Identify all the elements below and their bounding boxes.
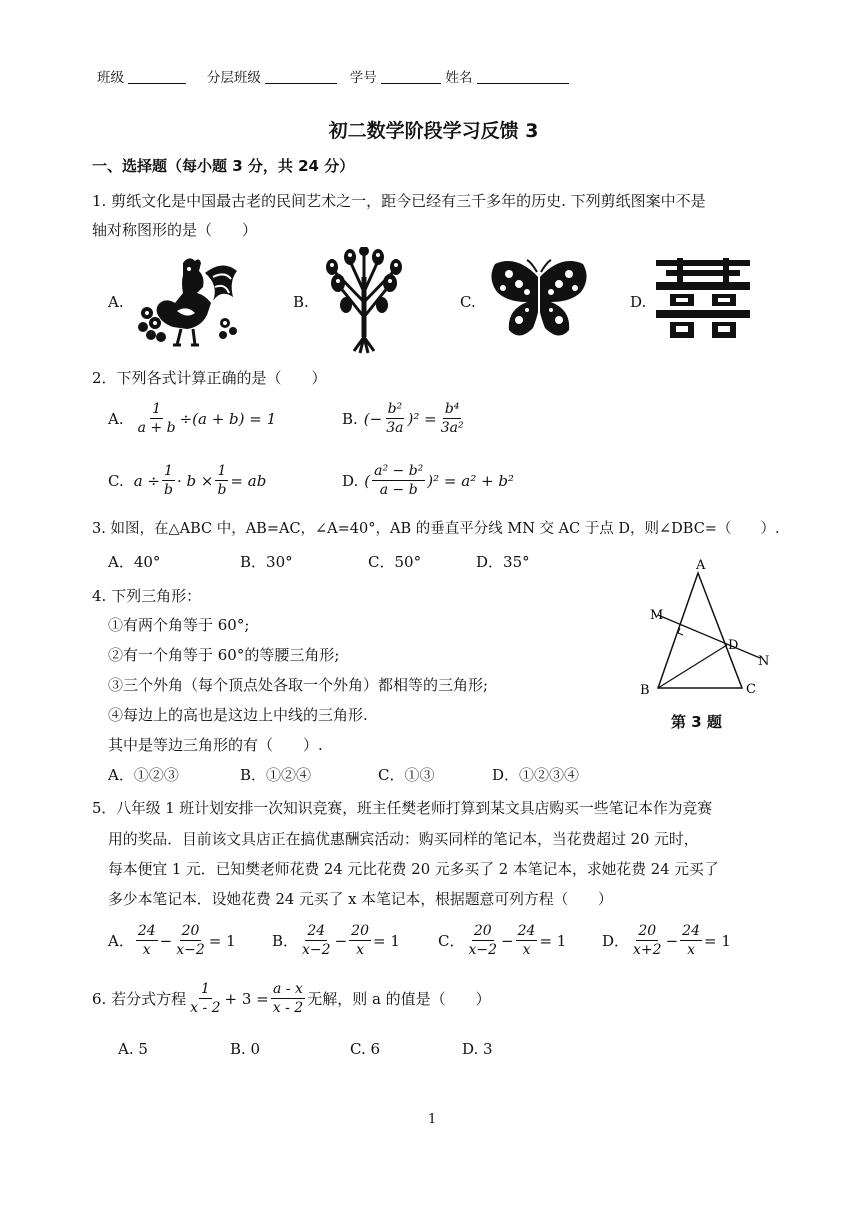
fraction — [300, 922, 333, 959]
option-label: D． — [602, 932, 630, 950]
numerator: a² − b² — [374, 463, 424, 479]
q6-option-a: A. 5 — [118, 1040, 148, 1058]
q5-option-d: D． $\frac{20}{x+2}$ − $\frac{24}{x}$ = 1 — [602, 923, 731, 958]
q5-option-a: A． $\frac{24}{x}$ − $\frac{20}{x-2}$ = 1 — [108, 923, 236, 958]
q3-triangle-figure — [630, 555, 790, 705]
q1-stem-line1: 1. 剪纸文化是中国最古老的民间艺术之一，距今已经有三千多年的历史. 下列剪纸图案中不是 — [92, 192, 706, 210]
student-no-field[interactable] — [381, 69, 441, 84]
option-label: A． — [108, 932, 134, 950]
option-label: C． — [438, 932, 465, 950]
numerator: 20 — [181, 923, 200, 939]
fraction — [516, 922, 538, 959]
option-label: B. — [342, 409, 358, 428]
q1-option-a: A. — [108, 293, 124, 311]
denominator: 3a — [386, 420, 404, 436]
q1-option-b: B. — [293, 293, 309, 311]
page-title: 初二数学阶段学习反馈 3 — [328, 120, 539, 142]
denominator: a − b — [379, 482, 418, 498]
fraction — [349, 922, 371, 959]
stem-text: 无解，则 a 的值是（ ） — [307, 990, 491, 1008]
denominator: b — [164, 482, 173, 498]
option-label: C. — [108, 471, 124, 490]
denominator: a + b — [137, 420, 176, 436]
q1-option-d: D. — [630, 293, 647, 311]
q4-option-b: B．①②④ — [240, 766, 312, 784]
numerator: 24 — [137, 923, 156, 939]
expression: = ab — [230, 471, 267, 490]
numerator: 1 — [217, 463, 227, 479]
q4-item-4: ④每边上的高也是这边上中线的三角形. — [108, 706, 368, 724]
fraction — [162, 462, 175, 499]
expression: a ÷ — [133, 471, 160, 490]
fraction — [174, 922, 207, 959]
expression: )² = a² + b² — [427, 471, 514, 490]
expression: (− — [363, 409, 383, 428]
q3-stem: 3. 如图，在△ABC 中，AB=AC，∠A=40°，AB 的垂直平分线 MN 交 AC 于点 D，则∠DBC=（ ）. — [92, 521, 780, 537]
option-label: B． — [272, 932, 299, 950]
layer-class-field[interactable] — [265, 69, 337, 84]
fraction — [136, 922, 158, 959]
q5-option-b: B． $\frac{24}{x-2}$ − $\frac{20}{x}$ = 1 — [272, 923, 400, 958]
q6-option-d: D. 3 — [462, 1040, 493, 1058]
label-m: M — [650, 608, 664, 623]
double-happiness-papercut-image — [656, 258, 750, 342]
fraction — [271, 980, 305, 1017]
expression: = 1 — [372, 931, 400, 950]
class-field[interactable] — [128, 69, 186, 84]
q5-line2: 用的奖品．目前该文具店正在搞优惠酬宾活动：购买同样的笔记本，当花费超过 20 元时， — [108, 831, 699, 848]
q5-line4: 多少本笔记本．设她花费 24 元买了 x 本笔记本，根据题意可列方程（ ） — [108, 891, 613, 908]
expression: · b × — [176, 471, 214, 490]
label-b: B — [640, 683, 650, 698]
label-n: N — [758, 654, 770, 669]
q6-stem — [92, 980, 491, 1017]
student-no-label: 学号 — [349, 70, 377, 86]
denominator: x−2 — [302, 942, 331, 958]
numerator: 24 — [307, 923, 326, 939]
fraction — [188, 980, 222, 1017]
q3-option-b: B．30° — [240, 553, 293, 571]
fraction — [439, 400, 466, 437]
layer-class-label: 分层班级 — [206, 70, 261, 86]
segment-bd — [658, 645, 727, 688]
q4-question: 其中是等边三角形的有（ ）. — [108, 736, 323, 754]
label-a: A — [696, 558, 706, 573]
numerator: 20 — [351, 923, 369, 939]
denominator: x — [356, 942, 365, 958]
fraction — [680, 922, 702, 959]
q4-item-2: ②有一个角等于 60°的等腰三角形; — [108, 646, 340, 664]
denominator: x — [687, 942, 696, 958]
q2-option-c — [108, 462, 266, 499]
denominator: x−2 — [176, 942, 205, 958]
denominator: 3a² — [440, 420, 464, 436]
numerator: b⁴ — [444, 401, 460, 417]
expression: )² = — [407, 409, 437, 428]
q1-stem-line2: 轴对称图形的是（ ） — [92, 221, 258, 239]
triangle-abc — [658, 573, 742, 688]
q5-line3: 每本便宜 1 元．已知樊老师花费 24 元比花费 20 元多买了 2 本笔记本，求她花费 24 元买了 — [108, 861, 719, 878]
numerator: 1 — [164, 463, 173, 479]
label-c: C — [746, 682, 756, 697]
numerator: 1 — [200, 981, 210, 997]
q3-option-a: A．40° — [108, 553, 161, 571]
denominator: x - 2 — [272, 1000, 304, 1016]
numerator: 24 — [682, 923, 700, 939]
page-number: 1 — [428, 1112, 437, 1127]
fraction — [384, 400, 405, 437]
q4-item-3: ③三个外角（每个顶点处各取一个外角）都相等的三角形; — [108, 676, 489, 694]
student-info-header — [97, 66, 569, 86]
expression: = 1 — [539, 931, 567, 950]
numerator: 1 — [152, 401, 162, 417]
numerator: 20 — [473, 923, 492, 939]
q5-line1: 5．八年级 1 班计划安排一次知识竞赛，班主任樊老师打算到某文具店购买一些笔记本作为竞赛 — [92, 800, 713, 817]
section-heading: 一、选择题（每小题 3 分，共 24 分） — [92, 157, 355, 175]
denominator: x+2 — [633, 942, 662, 958]
q4-option-c: C．①③ — [378, 766, 435, 784]
fraction — [631, 922, 664, 959]
q6-option-b: B. 0 — [230, 1040, 261, 1058]
denominator: x - 2 — [190, 1000, 221, 1016]
denominator: x — [142, 942, 151, 958]
expression: = 1 — [208, 931, 236, 950]
fraction — [215, 462, 228, 499]
fraction — [466, 922, 499, 959]
q2-option-a — [108, 400, 276, 437]
denominator: b — [217, 482, 227, 498]
numerator: b² — [387, 401, 403, 417]
option-label: A. — [108, 409, 124, 428]
label-d: D — [728, 638, 739, 653]
fraction — [136, 400, 178, 437]
line-mn — [658, 615, 760, 658]
numerator: 20 — [638, 923, 657, 939]
name-field[interactable] — [477, 69, 569, 84]
expression: ( — [364, 471, 371, 490]
q4-item-1: ①有两个角等于 60°; — [108, 616, 250, 634]
figure-caption: 第 3 题 — [671, 713, 722, 731]
tree-papercut-image — [320, 247, 410, 355]
stem-text: 6. 若分式方程 — [92, 990, 187, 1008]
numerator: a - x — [273, 981, 303, 997]
expression: = 1 — [703, 931, 731, 950]
q1-option-c: C. — [460, 293, 476, 311]
q3-option-c: C．50° — [368, 553, 422, 571]
rooster-papercut-image — [133, 253, 243, 349]
q4-option-a: A．①②③ — [108, 766, 179, 784]
q4-stem: 4. 下列三角形： — [92, 587, 202, 605]
expression: + 3 = — [224, 989, 269, 1008]
q2-option-d — [342, 462, 514, 499]
expression: ÷(a + b) = 1 — [179, 409, 277, 428]
q4-option-d: D．①②③④ — [492, 766, 580, 784]
q5-option-c: C． $\frac{20}{x-2}$ − $\frac{24}{x}$ = 1 — [438, 923, 567, 958]
denominator: x — [522, 942, 531, 958]
name-label: 姓名 — [445, 70, 473, 86]
q2-stem: 2．下列各式计算正确的是（ ） — [92, 369, 327, 387]
option-label: D. — [342, 471, 359, 490]
class-label: 班级 — [97, 70, 124, 86]
q3-option-d: D．35° — [476, 553, 530, 571]
denominator: x−2 — [468, 942, 498, 958]
numerator: 24 — [517, 923, 536, 939]
butterfly-papercut-image — [487, 258, 591, 346]
q6-option-c: C. 6 — [350, 1040, 381, 1058]
fraction — [372, 462, 425, 499]
q2-option-b — [342, 400, 468, 437]
